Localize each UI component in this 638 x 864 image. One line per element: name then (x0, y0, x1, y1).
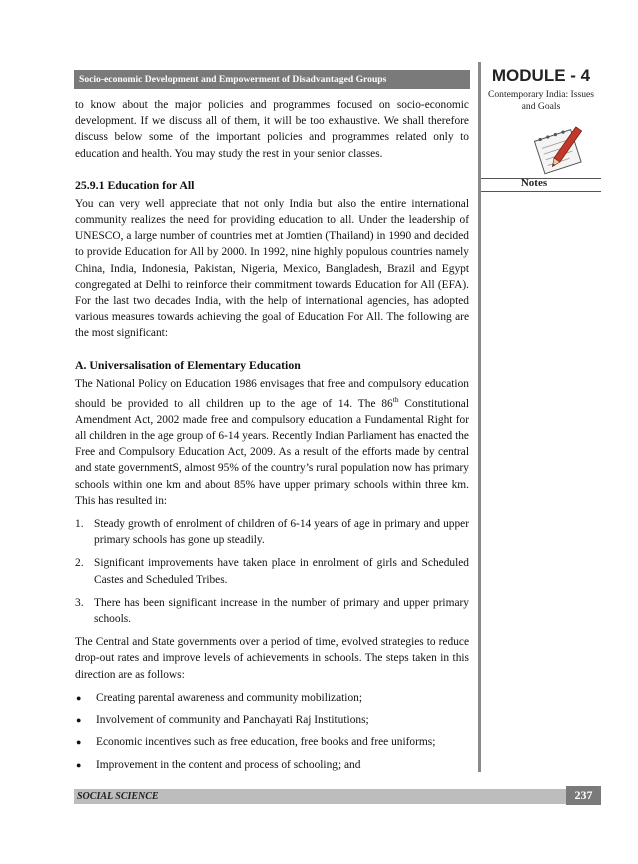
notes-bottom-rule (481, 191, 601, 192)
module-subtitle-line2: and Goals (521, 100, 561, 112)
bullet-item (75, 734, 469, 750)
intro-paragraph: to know about the major policies and programmes focused on socio-economic development. If we discuss all of them, it will be too exhaustive. We shall therefore discuss below some of the important policies and programmes related only to education and health. You may study the rest in your senior classes. (75, 99, 469, 160)
notes-label: Notes (520, 177, 548, 189)
bullet-text: Economic incentives such as free education, free books and free uniforms; (96, 736, 436, 749)
bullet-item (75, 757, 469, 773)
bullet-text: Creating parental awareness and community mobilization; (96, 691, 363, 704)
footer-subject: SOCIAL SCIENCE (77, 791, 159, 802)
notepad-pencil-icon (527, 124, 593, 176)
bullet-icon: ● (76, 759, 82, 770)
list-item-text: There has been significant increase in the number of primary and upper primary schools. (94, 596, 469, 626)
sub-paragraph-part2: Constitutional Amendment Act, 2002 made free and compulsory education a Fundamental Right for all children in the age group of 6-14 years. Recently Indian Parliament has enacted the Free and Compulsory Education Act, 2009. As a result of the efforts made by central and state governmentS, almost 95% of the country’s rural population now has primary schools within one km and about 85% have upper primary schools within three km. This has resulted in: (75, 397, 469, 507)
running-title-bar (74, 70, 470, 89)
bullet-item (75, 690, 469, 706)
bullet-icon: ● (76, 715, 82, 726)
ordinal-suffix: th (392, 394, 399, 404)
list-item-text: Significant improvements have taken place in enrolment of girls and Scheduled Castes and Scheduled Tribes. (94, 557, 469, 586)
bullet-text: Improvement in the content and process of schooling; and (96, 758, 361, 771)
strategies-paragraph: The Central and State governments over a period of time, evolved strategies to reduce drop-out rates and improve levels of achievements in schools. The steps taken in this direction are as follows: (75, 636, 469, 681)
running-title: Socio-economic Development and Empowerment of Disadvantaged Groups (79, 74, 387, 85)
sub-paragraph-part1: The National Policy on Education 1986 envisages that free and compulsory education should be provided to all children up to the age of 14. The 86 (75, 377, 469, 410)
bullet-icon: ● (76, 692, 82, 703)
bullet-icon: ● (76, 737, 82, 748)
bullet-item (75, 712, 469, 728)
section-heading: 25.9.1 Education for All (75, 177, 195, 192)
subheading: A. Universalisation of Elementary Education (75, 357, 301, 372)
list-item-number: 3. (75, 596, 84, 609)
section-paragraph: You can very well appreciate that not only India but also the entire international community realizes the need for providing education to all. Under the leadership of UNESCO, a large number of countries met at Jomtien (Thailand) in 1990 and decided to provide Education for All by 2000. In 1992, nine highly populous countries namely China, India, Indonesia, Pakistan, Nigeria, Mexico, Bangladesh, Brazil and Egypt congregated at Delhi to reinforce their commitment towards Education for All (EFA). For the last two decades India, with the help of international agencies, has adopted various measures towards achieving the goal of Education For All. The following are the most significant: (75, 197, 469, 340)
bullet-text: Involvement of community and Panchayati Raj Institutions; (96, 714, 369, 727)
module-title: MODULE - 4 (491, 66, 591, 85)
list-item (75, 595, 469, 627)
module-subtitle-line1: Contemporary India: Issues (487, 89, 595, 100)
list-item-number: 1. (75, 518, 84, 531)
list-item (75, 555, 469, 587)
list-item (75, 516, 469, 548)
page-number: 237 (566, 786, 601, 805)
list-item-number: 2. (75, 557, 84, 570)
list-item-text: Steady growth of enrolment of children of 6-14 years of age in primary and upper primary schools has gone up steadily. (94, 518, 469, 547)
module-subtitle (480, 89, 602, 112)
margin-divider (478, 62, 481, 772)
main-content (75, 97, 469, 779)
sub-paragraph (75, 376, 469, 509)
